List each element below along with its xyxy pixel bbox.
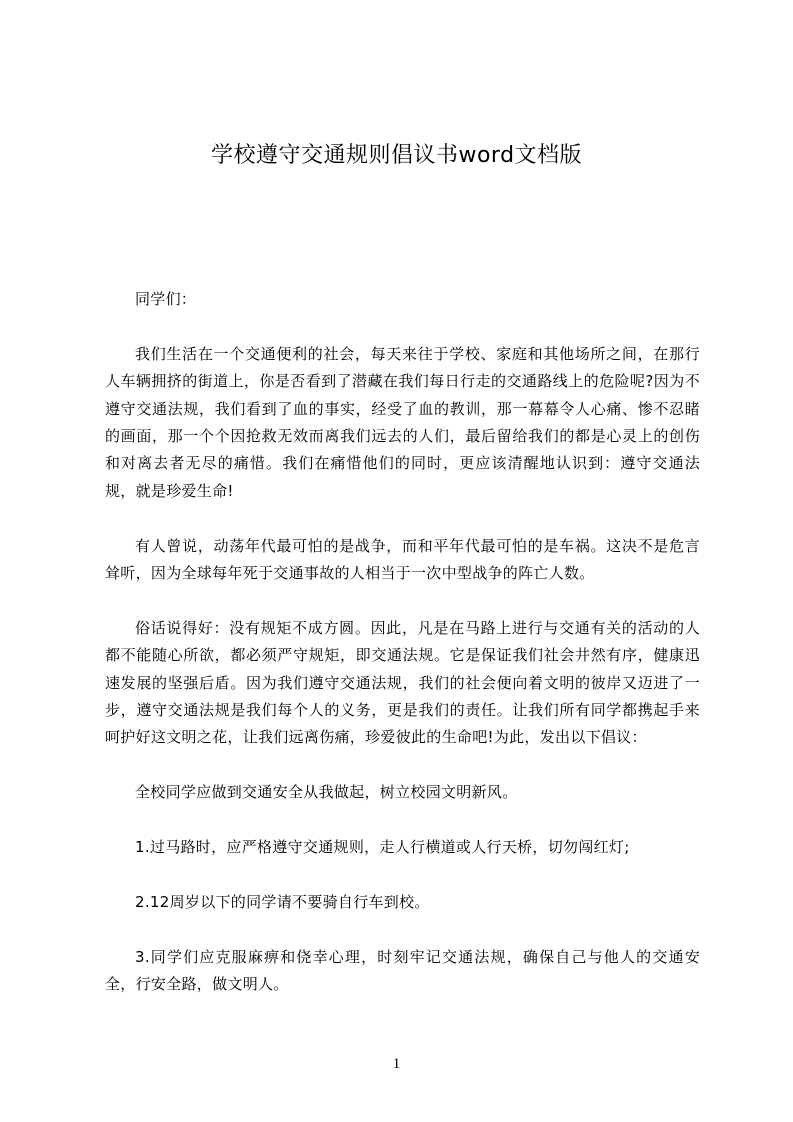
paragraph-call: 全校同学应做到交通安全从我做起，树立校园文明新风。 [135,783,518,802]
list-item: 1.过马路时，应严格遵守交通规则，走人行横道或人行天桥，切勿闯红灯; [135,838,630,857]
paragraph-intro: 我们生活在一个交通便利的社会，每天来往于学校、家庭和其他场所之间，在那行人车辆拥挤的街道上，你是否看到了潜藏在我们每日行走的交通路线上的危险呢?因为不遵守交通法规，我们看到了血的事实，经受了血的教训，那一幕幕令人心痛、惨不忍睹的画面，那一个个因抢救无效而离我们远去的人们，最后留给我们的都是心灵上的创伤和对离去者无尽的痛惜。我们在痛惜他们的同时，更应该清醒地认识到：遵守交通法规，就是珍爱生命! [105,344,700,500]
page-number: 1 [392,1056,401,1072]
greeting: 同学们： [135,290,197,308]
list-item: 2.12周岁以下的同学请不要骑自行车到校。 [135,892,430,911]
paragraph-rules: 俗话说得好：没有规矩不成方圆。因此，凡是在马路上进行与交通有关的活动的人都不能随心所欲，都必须严守规矩，即交通法规。它是保证我们社会井然有序，健康迅速发展的坚强后盾。因为我们遵守交通法规，我们的社会便向着文明的彼岸又迈进了一步，遵守交通法规是我们每个人的义务，更是我们的责任。让我们所有同学都携起手来呵护好这文明之花，让我们远离伤痛，珍爱彼此的生命吧!为此，发出以下倡议： [105,618,700,747]
paragraph-war-comparison: 有人曾说，动荡年代最可怕的是战争，而和平年代最可怕的是车祸。这决不是危言耸听，因为全球每年死于交通事故的人相当于一次中型战争的阵亡人数。 [105,536,700,583]
document-title: 学校遵守交通规则倡议书word文档版 [210,143,583,168]
list-item: 3.同学们应克服麻痹和侥幸心理，时刻牢记交通法规，确保自己与他人的交通安全，行安全路，做文明人。 [105,947,700,994]
document-body [105,286,700,1026]
